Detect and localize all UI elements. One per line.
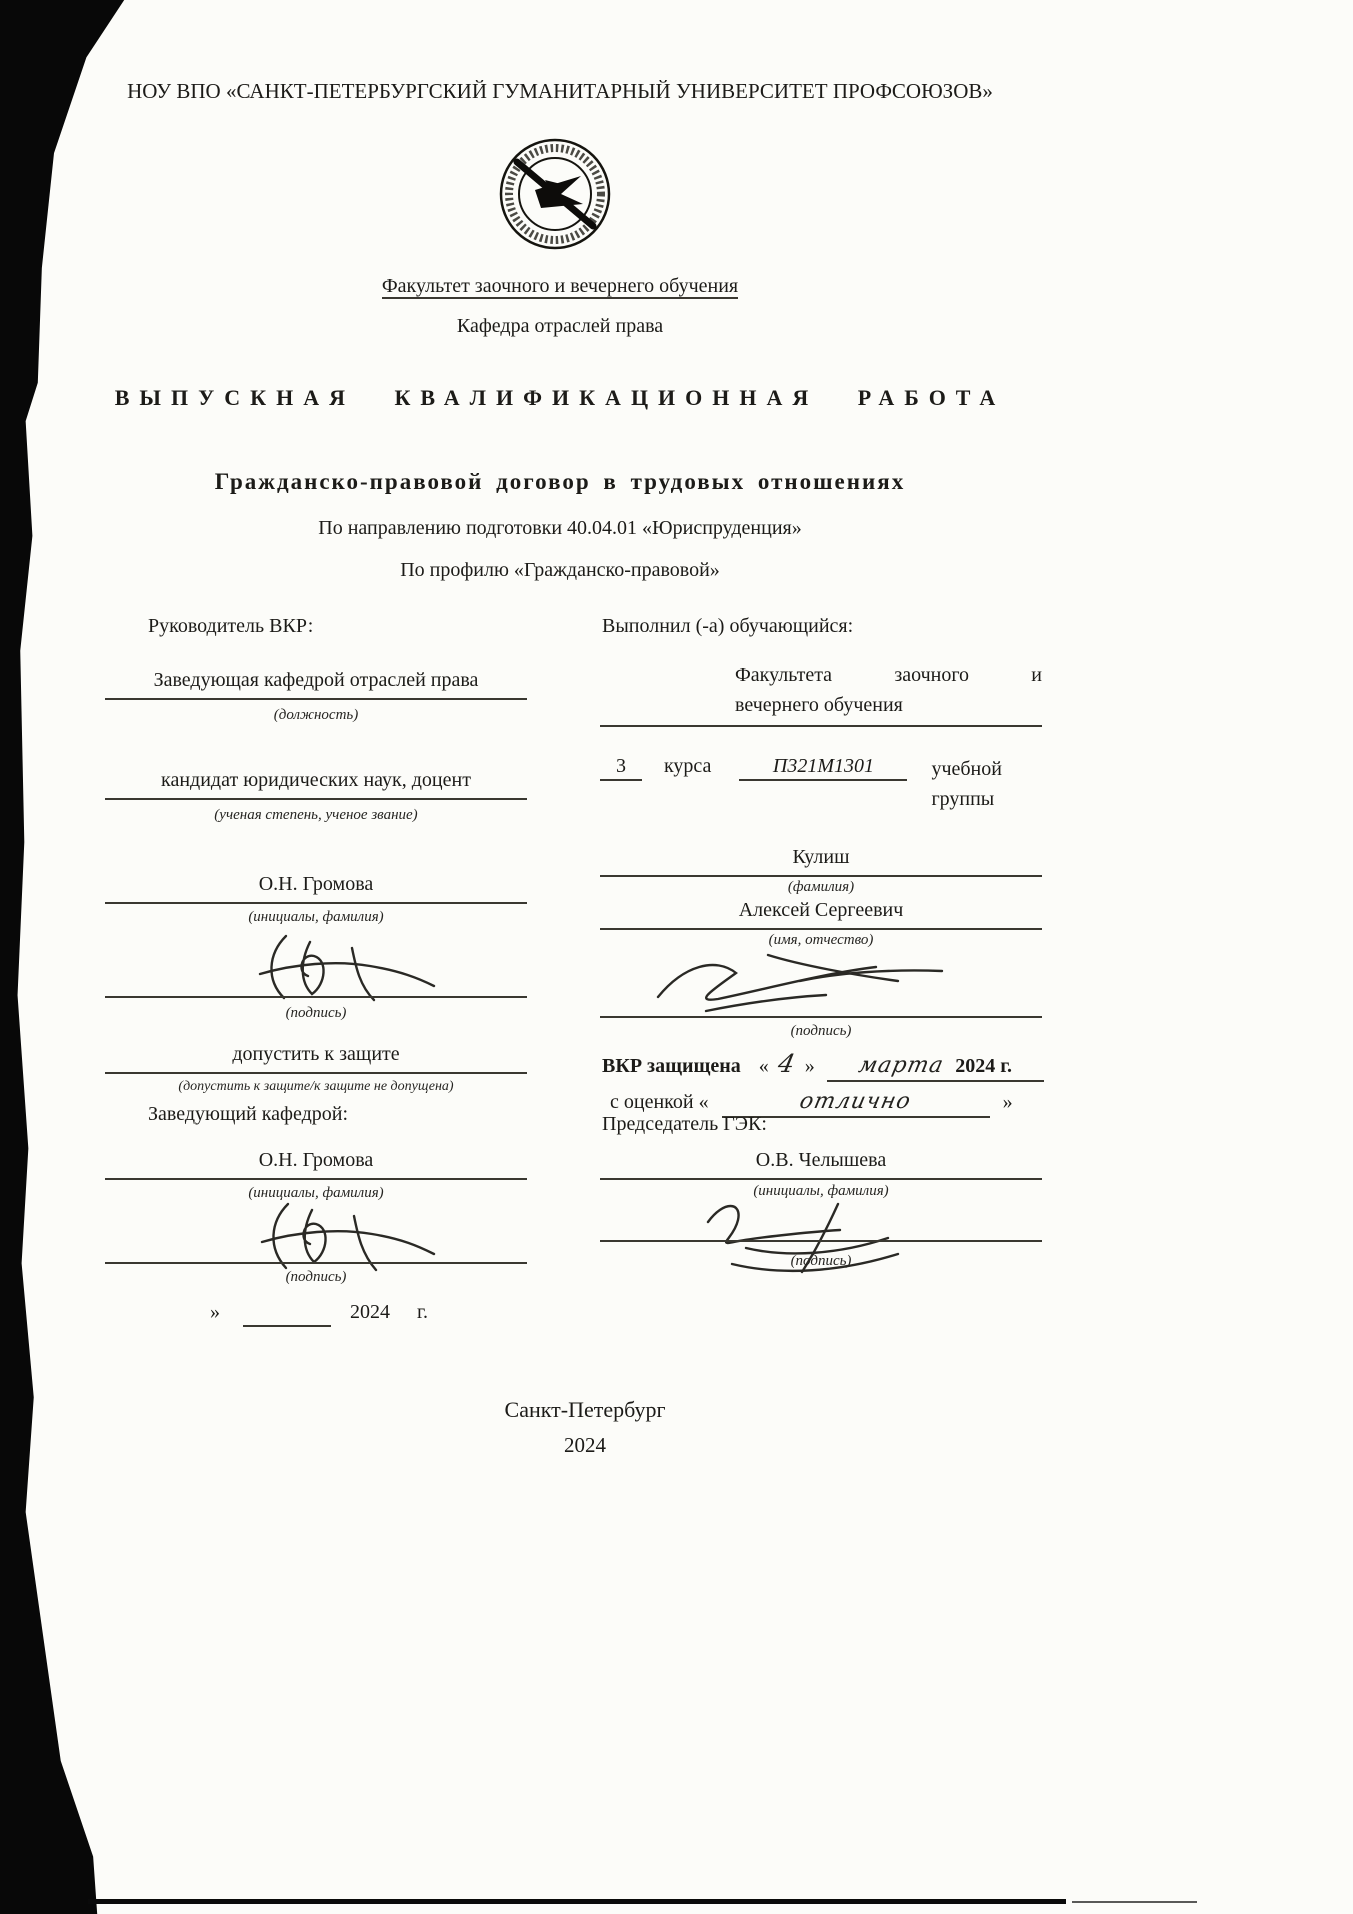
supervisor-signature-line — [105, 996, 527, 998]
faculty-word-3: и — [1031, 664, 1042, 686]
left-date-row — [210, 1300, 428, 1327]
faculty-name-text: Факультет заочного и вечернего обучения — [381, 275, 739, 297]
study-profile: По профилю «Гражданско-правовой» — [400, 559, 720, 581]
supervisor-signature-caption: (подпись) — [285, 1005, 347, 1021]
faculty-word-2: заочного — [894, 664, 970, 686]
student-first-name-caption: (имя, отчество) — [768, 932, 874, 948]
student-surname: Кулиш — [600, 845, 1042, 877]
admission-decision: допустить к защите — [105, 1042, 527, 1074]
grade-quote-close: » — [1002, 1091, 1013, 1113]
study-direction: По направлению подготовки 40.04.01 «Юриспруденция» — [318, 517, 802, 539]
department-name: Кафедра отраслей права — [456, 315, 664, 337]
left-date-blank-line — [243, 1300, 331, 1327]
footer-year: 2024 — [564, 1433, 606, 1457]
left-date-suffix: г. — [417, 1301, 428, 1323]
defense-year: 2024 г. — [955, 1055, 1013, 1077]
defense-quote-close: » — [804, 1055, 815, 1077]
gek-chair-signature-line — [600, 1240, 1042, 1242]
admission-caption: (допустить к защите/к защите не допущена) — [178, 1079, 454, 1094]
group-label — [931, 754, 1002, 814]
gek-chair-signature-caption: (подпись) — [790, 1253, 852, 1269]
university-name: НОУ ВПО «САНКТ-ПЕТЕРБУРГСКИЙ ГУМАНИТАРНЫЙ УНИВЕРСИТЕТ ПРОФСОЮЗОВ» — [127, 79, 993, 103]
student-block-label: Выполнил (-а) обучающийся: — [602, 615, 854, 637]
scan-artifact-left-edge — [0, 0, 135, 1914]
student-signature-caption: (подпись) — [790, 1023, 852, 1039]
student-faculty-block — [600, 660, 1042, 727]
work-type-heading: ВЫПУСКНАЯ КВАЛИФИКАЦИОННАЯ РАБОТА — [114, 385, 1006, 410]
department-head-name-caption: (инициалы, фамилия) — [248, 1185, 384, 1201]
defense-day-handwritten: 4 — [775, 1049, 799, 1078]
course-group-row — [600, 754, 1042, 814]
department-head-signature-caption: (подпись) — [285, 1269, 347, 1285]
scan-artifact-bottom-line — [88, 1899, 1066, 1904]
scan-artifact-bottom-line-2 — [1072, 1901, 1197, 1903]
faculty-word-1: Факультета — [735, 664, 833, 686]
student-signature-line — [600, 1016, 1042, 1018]
student-first-name: Алексей Сергеевич — [600, 898, 1042, 930]
left-date-year: 2024 — [350, 1301, 390, 1323]
supervisor-position: Заведующая кафедрой отраслей права — [105, 668, 527, 700]
position-caption: (должность) — [273, 707, 359, 723]
university-seal — [497, 136, 613, 252]
thesis-title: Гражданско-правовой договор в трудовых отношениях — [214, 469, 906, 494]
grade-value-text: отлично — [797, 1089, 914, 1114]
supervisor-name-caption: (инициалы, фамилия) — [248, 909, 384, 925]
grade-label: с оценкой « — [610, 1091, 709, 1113]
defended-label: ВКР защищена — [602, 1055, 741, 1077]
group-label-line2: группы — [931, 788, 995, 810]
supervisor-degree: кандидат юридических наук, доцент — [105, 768, 527, 800]
department-head-name: О.Н. Громова — [105, 1148, 527, 1180]
supervisor-name: О.Н. Громова — [105, 872, 527, 904]
gek-chair-name: О.В. Челышева — [600, 1148, 1042, 1180]
department-head-label: Заведующий кафедрой: — [148, 1103, 349, 1125]
supervisor-signature — [252, 928, 447, 1003]
gek-chair-label: Председатель ГЭК: — [602, 1113, 767, 1135]
footer-city: Санкт-Петербург — [504, 1397, 666, 1422]
defense-month-handwritten: марта — [856, 1053, 946, 1078]
department-head-signature-line — [105, 1262, 527, 1264]
defense-month-year — [827, 1052, 1044, 1082]
defense-date-row — [602, 1048, 1044, 1082]
student-signature — [650, 945, 950, 1017]
student-faculty-line1 — [735, 660, 1042, 690]
group-code: П321М1301 — [739, 754, 907, 781]
supervisor-label: Руководитель ВКР: — [148, 615, 314, 637]
student-surname-caption: (фамилия) — [787, 879, 855, 895]
left-date-quote: » — [210, 1301, 220, 1323]
course-label: курса — [664, 755, 712, 777]
faculty-name — [120, 274, 1000, 299]
degree-caption: (ученая степень, ученое звание) — [214, 807, 418, 823]
student-faculty-line2: вечернего обучения — [735, 694, 903, 716]
group-label-line1: учебной — [931, 758, 1002, 780]
defense-quote-open: « — [758, 1055, 769, 1077]
course-number: 3 — [600, 754, 642, 781]
gek-chair-name-caption: (инициалы, фамилия) — [753, 1183, 889, 1199]
